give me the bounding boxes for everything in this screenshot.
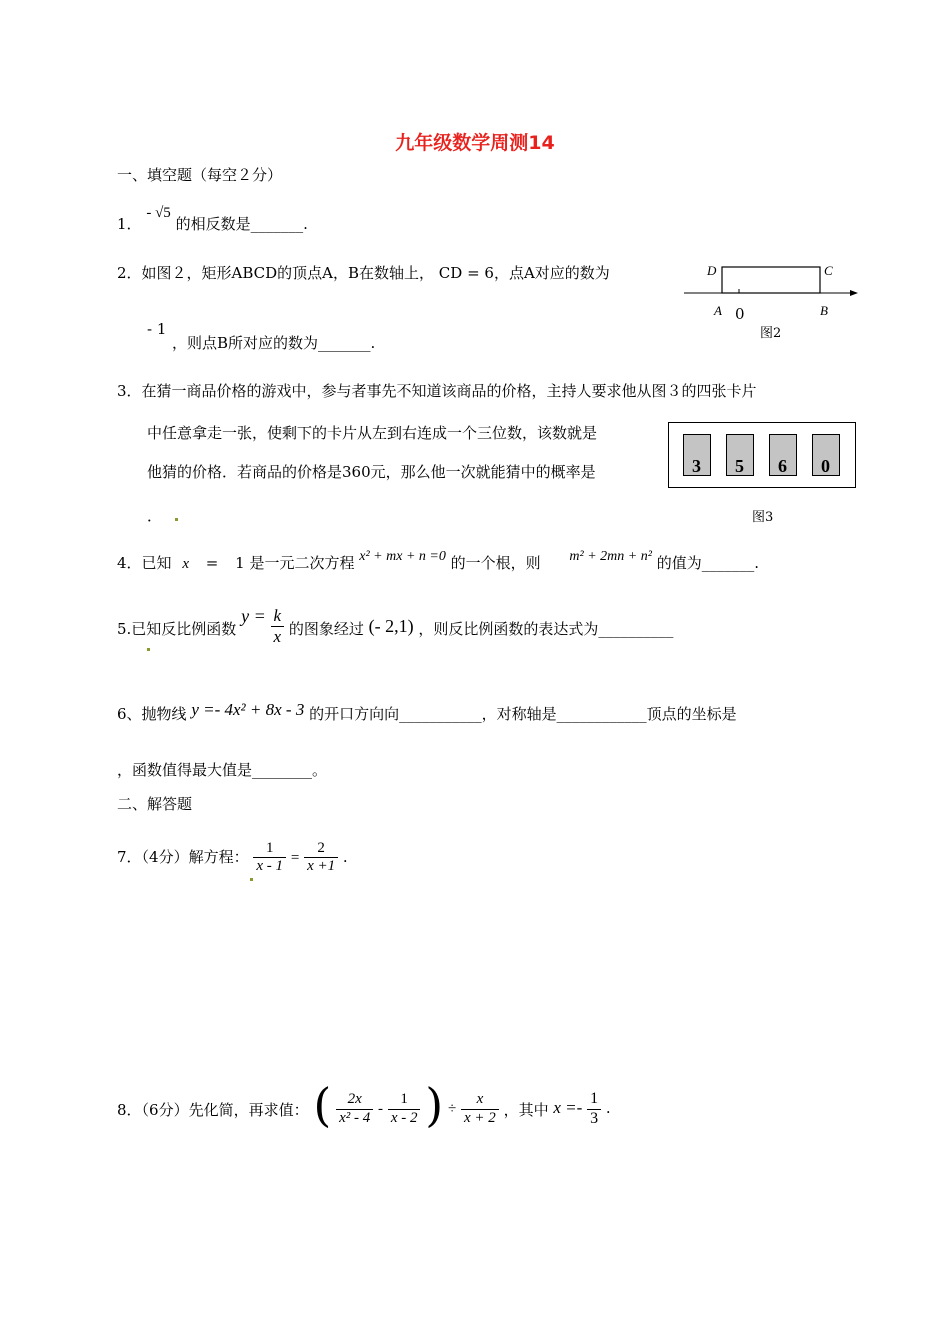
figure-2-label-origin: 0: [735, 305, 745, 323]
question-8-left-paren: (: [313, 1078, 332, 1132]
question-5-denominator: x: [273, 626, 282, 646]
question-4-variable: x: [182, 556, 189, 572]
decorative-dot: [147, 648, 150, 651]
question-5: [117, 606, 673, 646]
decorative-dot: [175, 518, 178, 521]
figure-2-label-A: A: [714, 303, 722, 318]
question-8: 8．（6分）先化简，再求值： ( $\frac{2x}{\text{x² - 4}}$ - $\frac{1}{x - 2}$ ) ÷ $\frac{x}{x + 2}$ ，其中 x =- $\frac{1}{3}$ .: [117, 1078, 611, 1132]
question-8-fraction-2: $\frac{1}{x - 2}$: [388, 1091, 421, 1127]
question-2-line-1: 2．如图２，矩形ABCD的顶点A，B在数轴上， CD = 6，点A对应的数为: [117, 264, 610, 282]
question-4-expression: m² + 2mn + n²: [569, 549, 652, 564]
question-6-expression: y =- 4x² + 8x - 3: [191, 700, 305, 719]
question-3-line-4: [147, 505, 178, 526]
question-2-line-2: ，则点B所对应的数为_______.: [172, 334, 376, 352]
question-4-mid-text-2: 的一个根，则: [450, 554, 541, 572]
question-5-prefix: 5.已知反比例函数: [117, 620, 237, 639]
figure-2-number-line: [682, 258, 862, 341]
question-8-prefix: 8．（6分）先化简，再求值：: [117, 1101, 309, 1119]
question-6-line-2: ，函数值得最大值是________。: [117, 761, 328, 779]
card-1-digit: 3: [692, 456, 701, 476]
question-2-expression: - 1: [147, 320, 167, 338]
question-4-value: 1: [235, 554, 245, 572]
question-5-numerator: k: [271, 606, 285, 627]
question-8-fraction-3: $\frac{x}{x + 2}$: [461, 1091, 499, 1127]
decorative-dot: [250, 878, 253, 881]
question-4-equals: =: [205, 554, 219, 572]
question-7-prefix: 7．（4分）解方程：: [117, 847, 249, 866]
question-6-prefix: 6、抛物线: [117, 705, 187, 723]
question-7-suffix: .: [342, 847, 348, 866]
question-8-fraction-value: $\frac{1}{3}$: [587, 1090, 601, 1128]
question-5-point: (- 2,1): [368, 616, 414, 637]
question-8-fraction-1: $\frac{2x}{\text{x² - 4}}$: [336, 1091, 373, 1127]
figure-2-caption: 图2: [760, 326, 782, 341]
question-5-mid-text: 的图象经过: [288, 620, 364, 639]
question-8-x-value: x =-: [553, 1098, 583, 1117]
figure-2-label-D: D: [707, 263, 717, 278]
section-fill-blank-heading: 一、填空题（每空２分）: [117, 166, 283, 184]
question-1-text: 的相反数是_______.: [175, 215, 308, 233]
question-7-fraction-left: $\frac{1}{x - 1}$: [253, 840, 286, 876]
figure-3-caption: 图3: [752, 510, 774, 525]
question-1: [117, 205, 308, 234]
question-4-suffix: 的值为_______.: [656, 554, 759, 572]
question-3-line-4-text: ．: [147, 507, 163, 525]
figure-2-label-C: C: [824, 263, 833, 278]
question-1-expression: - √5: [146, 205, 171, 221]
question-8-right-paren: ): [425, 1078, 444, 1132]
question-3-line-1: 3．在猜一商品价格的游戏中，参与者事先不知道该商品的价格，主持人要求他从图３的四张卡片: [117, 382, 757, 400]
page-title: 九年级数学周测14: [395, 132, 555, 154]
question-6-text: 的开口方向向___________，对称轴是____________顶点的坐标是: [309, 705, 737, 723]
question-4: [117, 549, 759, 573]
question-4-prefix: 4．已知: [117, 554, 172, 572]
figure-3-card-box: [668, 422, 856, 488]
figure-2-label-B: B: [820, 303, 828, 318]
question-5-fraction: [271, 606, 285, 646]
card-4-digit: 0: [821, 456, 830, 476]
question-6-line-1: [117, 700, 737, 724]
section-answer-heading: 二、解答题: [117, 795, 193, 813]
question-8-suffix: .: [605, 1099, 611, 1117]
question-3-line-3: 他猜的价格．若商品的价格是360元，那么他一次就能猜中的概率是: [147, 463, 596, 481]
question-3-line-2: 中任意拿走一张，使剩下的卡片从左到右连成一个三位数，该数就是: [147, 424, 598, 442]
card-2-digit: 5: [735, 456, 744, 476]
card-3-digit: 6: [778, 456, 787, 476]
question-7-fraction-right: $\frac{2}{x +1}$: [304, 840, 338, 876]
question-8-mid-text: ，其中: [503, 1101, 549, 1119]
question-4-mid-text: 是一元二次方程: [249, 554, 355, 572]
question-1-number: 1．: [117, 215, 142, 233]
question-7: 7．（4分）解方程： $\frac{1}{x - 1}$ = $\frac{2}{x +1}$ .: [117, 840, 348, 875]
question-5-suffix: ，则反比例函数的表达式为__________: [418, 620, 674, 639]
question-4-equation: x² + mx + n =0: [359, 549, 446, 564]
question-5-y-equals: y =: [241, 606, 266, 627]
